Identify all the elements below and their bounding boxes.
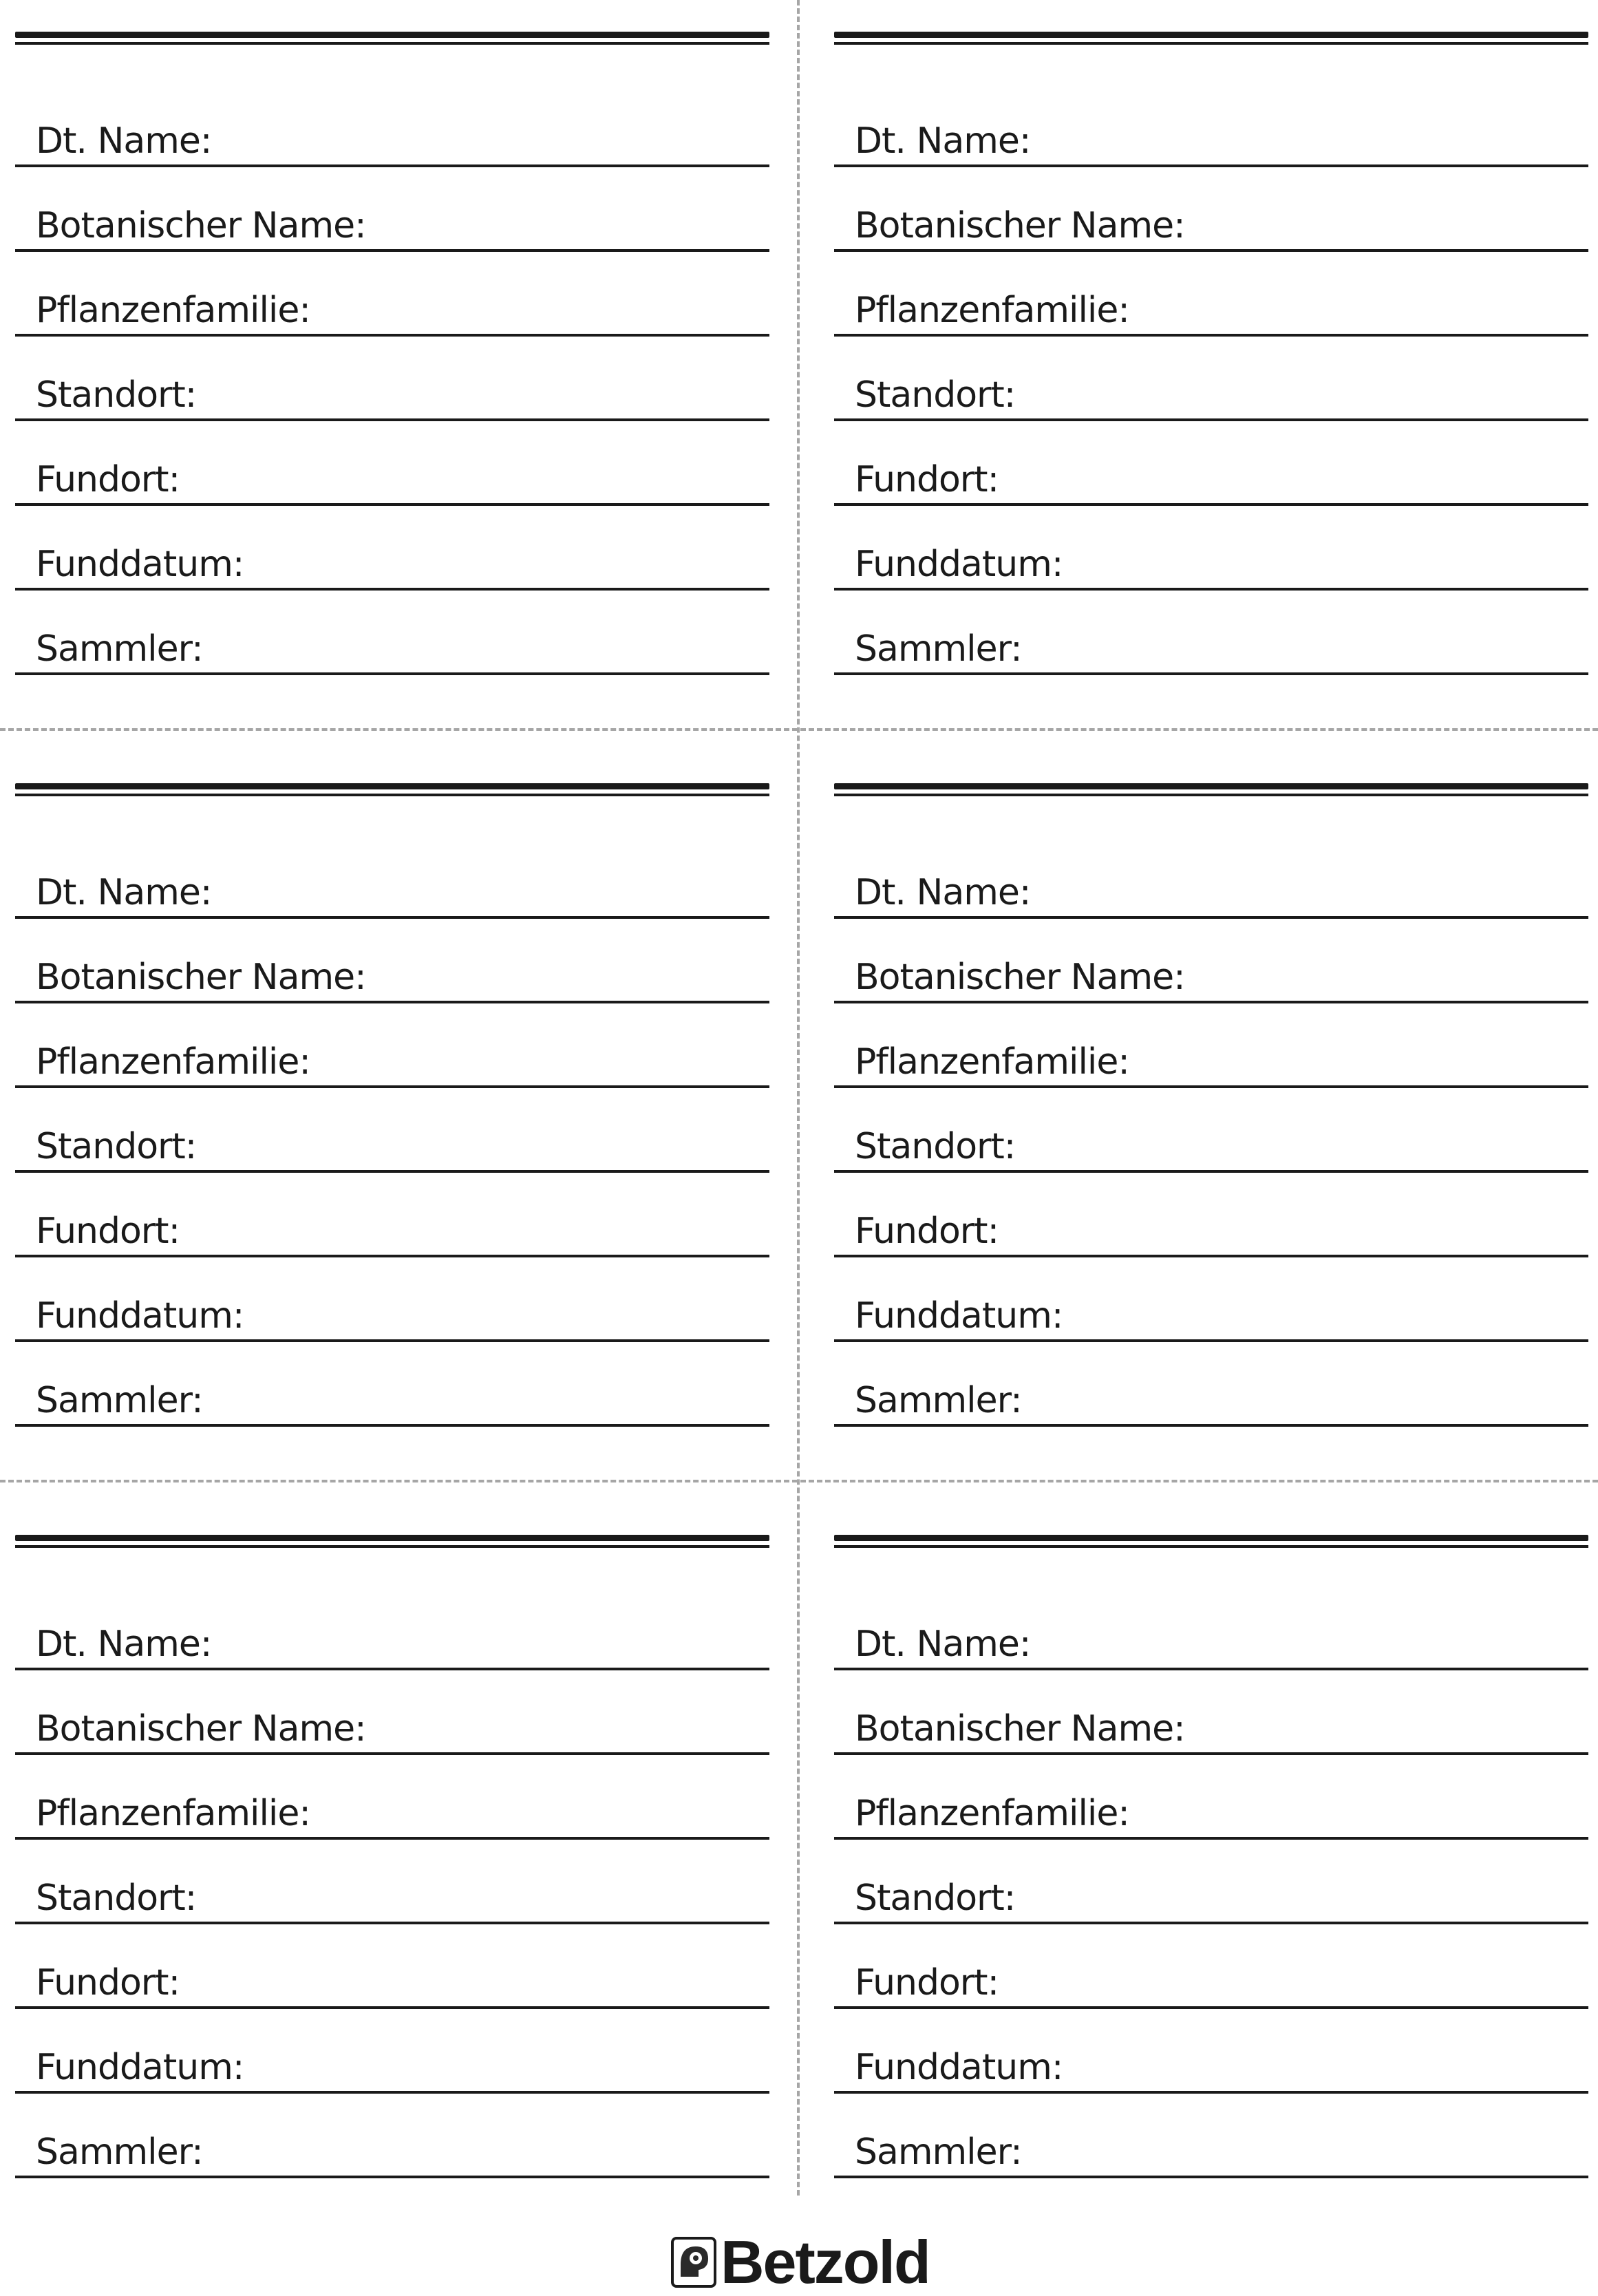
field-label: Fundort: <box>855 1962 999 2003</box>
field-label: Standort: <box>855 1126 1016 1167</box>
field-label: Pflanzenfamilie: <box>36 290 310 331</box>
field-label: Sammler: <box>36 628 203 670</box>
field-label: Dt. Name: <box>36 120 212 162</box>
field-label: Botanischer Name: <box>36 205 366 246</box>
field-label: Fundort: <box>855 1211 999 1252</box>
field-label: Botanischer Name: <box>36 957 366 998</box>
field-botanical-name[interactable] <box>15 1679 769 1755</box>
field-label: Standort: <box>855 1878 1016 1919</box>
field-label: Pflanzenfamilie: <box>855 1041 1129 1083</box>
field-label: Funddatum: <box>855 544 1063 585</box>
field-label: Funddatum: <box>36 544 244 585</box>
field-label: Dt. Name: <box>855 1624 1031 1665</box>
field-find-date[interactable] <box>834 1266 1588 1342</box>
field-german-name[interactable] <box>15 843 769 919</box>
field-find-place[interactable] <box>834 430 1588 506</box>
field-label: Sammler: <box>36 2132 203 2173</box>
field-label: Standort: <box>36 1878 197 1919</box>
field-german-name[interactable] <box>834 843 1588 919</box>
field-label: Funddatum: <box>855 1295 1063 1337</box>
field-label: Fundort: <box>855 459 999 500</box>
field-label: Standort: <box>36 1126 197 1167</box>
field-find-place[interactable] <box>834 1182 1588 1257</box>
field-botanical-name[interactable] <box>834 928 1588 1003</box>
field-collector[interactable] <box>15 1351 769 1427</box>
card-header-rule <box>834 783 1588 798</box>
field-german-name[interactable] <box>15 92 769 167</box>
betzold-logo-icon <box>671 2237 716 2288</box>
field-botanical-name[interactable] <box>834 1679 1588 1755</box>
field-label: Pflanzenfamilie: <box>855 290 1129 331</box>
field-location[interactable] <box>834 346 1588 421</box>
field-label: Pflanzenfamilie: <box>36 1041 310 1083</box>
field-find-date[interactable] <box>15 515 769 591</box>
field-plant-family[interactable] <box>834 1764 1588 1840</box>
field-location[interactable] <box>15 1097 769 1173</box>
field-plant-family[interactable] <box>15 1012 769 1088</box>
plant-label-card-4 <box>834 783 1588 1421</box>
field-label: Sammler: <box>855 628 1022 670</box>
card-header-rule <box>15 32 769 47</box>
horizontal-cut-line-2 <box>0 1480 1598 1482</box>
field-german-name[interactable] <box>834 1595 1588 1670</box>
field-label: Fundort: <box>36 1962 180 2003</box>
field-label: Sammler: <box>855 1380 1022 1421</box>
field-find-date[interactable] <box>15 1266 769 1342</box>
field-label: Botanischer Name: <box>855 205 1185 246</box>
field-label: Botanischer Name: <box>36 1708 366 1750</box>
field-label: Pflanzenfamilie: <box>36 1793 310 1834</box>
field-find-place[interactable] <box>834 1933 1588 2009</box>
field-location[interactable] <box>834 1849 1588 1924</box>
field-label: Sammler: <box>855 2132 1022 2173</box>
field-collector[interactable] <box>15 2103 769 2178</box>
field-label: Fundort: <box>36 1211 180 1252</box>
field-label: Botanischer Name: <box>855 957 1185 998</box>
plant-label-card-5 <box>15 1535 769 2173</box>
card-header-rule <box>834 1535 1588 1550</box>
field-label: Fundort: <box>36 459 180 500</box>
card-header-rule <box>15 1535 769 1550</box>
field-german-name[interactable] <box>834 92 1588 167</box>
field-botanical-name[interactable] <box>834 176 1588 252</box>
field-label: Funddatum: <box>36 2047 244 2088</box>
field-label: Dt. Name: <box>855 872 1031 913</box>
field-find-date[interactable] <box>834 2018 1588 2094</box>
field-collector[interactable] <box>834 2103 1588 2178</box>
field-location[interactable] <box>15 346 769 421</box>
field-plant-family[interactable] <box>834 1012 1588 1088</box>
field-label: Pflanzenfamilie: <box>855 1793 1129 1834</box>
field-label: Dt. Name: <box>36 1624 212 1665</box>
field-label: Standort: <box>36 374 197 416</box>
plant-label-card-6 <box>834 1535 1588 2173</box>
field-plant-family[interactable] <box>15 261 769 337</box>
plant-label-card-2 <box>834 32 1588 670</box>
field-find-date[interactable] <box>15 2018 769 2094</box>
horizontal-cut-line-1 <box>0 728 1598 731</box>
field-label: Funddatum: <box>855 2047 1063 2088</box>
field-find-date[interactable] <box>834 515 1588 591</box>
field-botanical-name[interactable] <box>15 928 769 1003</box>
field-botanical-name[interactable] <box>15 176 769 252</box>
field-label: Botanischer Name: <box>855 1708 1185 1750</box>
field-label: Dt. Name: <box>855 120 1031 162</box>
field-location[interactable] <box>15 1849 769 1924</box>
field-location[interactable] <box>834 1097 1588 1173</box>
field-find-place[interactable] <box>15 430 769 506</box>
field-find-place[interactable] <box>15 1933 769 2009</box>
field-label: Standort: <box>855 374 1016 416</box>
field-find-place[interactable] <box>15 1182 769 1257</box>
vertical-cut-line <box>797 0 800 2196</box>
field-collector[interactable] <box>834 599 1588 675</box>
field-plant-family[interactable] <box>834 261 1588 337</box>
field-plant-family[interactable] <box>15 1764 769 1840</box>
plant-label-card-1 <box>15 32 769 670</box>
field-label: Sammler: <box>36 1380 203 1421</box>
brand-logo <box>671 2228 930 2296</box>
field-german-name[interactable] <box>15 1595 769 1670</box>
card-header-rule <box>15 783 769 798</box>
field-label: Dt. Name: <box>36 872 212 913</box>
field-label: Funddatum: <box>36 1295 244 1337</box>
brand-name: Betzold <box>721 2228 930 2296</box>
card-header-rule <box>834 32 1588 47</box>
field-collector[interactable] <box>15 599 769 675</box>
plant-label-card-3 <box>15 783 769 1421</box>
field-collector[interactable] <box>834 1351 1588 1427</box>
